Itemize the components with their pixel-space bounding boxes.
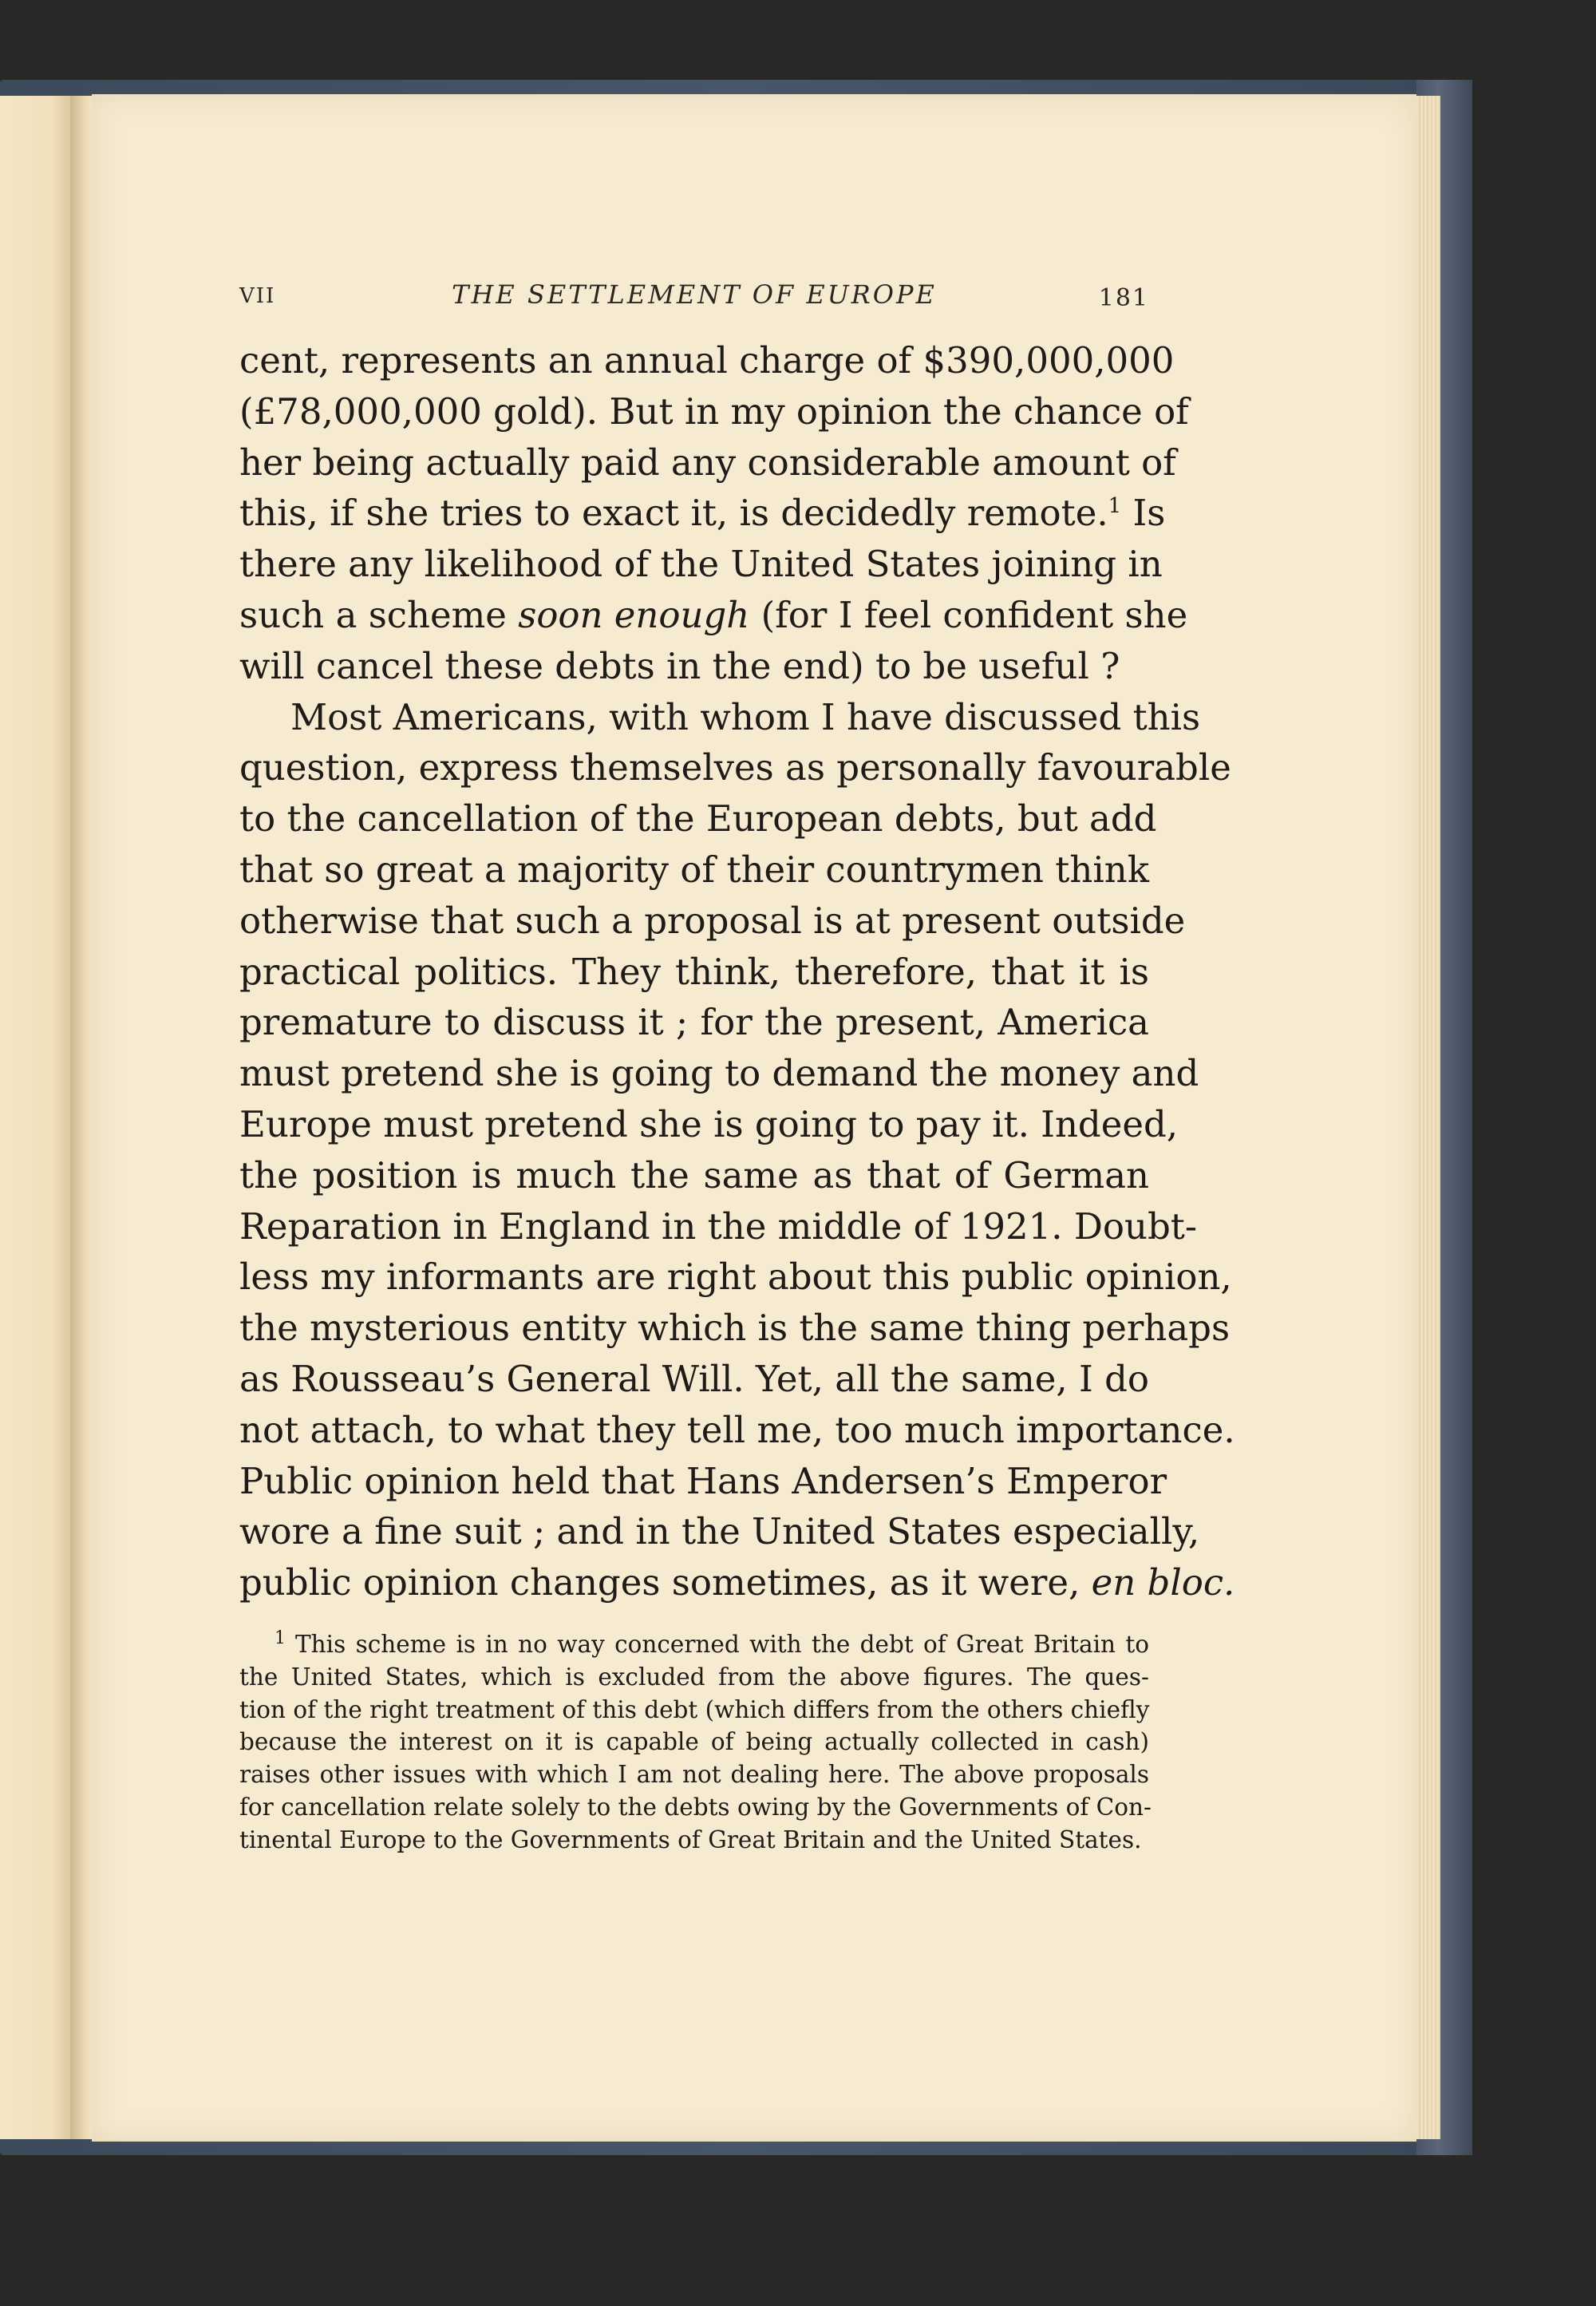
text-line: the position is much the same as that of German bbox=[239, 1153, 1149, 1197]
italic-phrase: en bloc. bbox=[1091, 1561, 1235, 1604]
text-run: Is bbox=[1132, 492, 1166, 535]
footnote-line: the United States, which is excluded from the above figures. The ques- bbox=[239, 1663, 1149, 1691]
text-line: that so great a majority of their countrymen think bbox=[239, 848, 1149, 891]
chapter-number: VII bbox=[239, 284, 276, 308]
text-line: Public opinion held that Hans Andersen’s Emperor bbox=[239, 1459, 1167, 1502]
footnote-marker: 1 bbox=[1108, 494, 1122, 519]
footnote-line: tinental Europe to the Governments of Great Britain and the United States. bbox=[239, 1825, 1142, 1853]
text-line: premature to discuss it ; for the present, America bbox=[239, 1001, 1149, 1044]
text-line: (£78,000,000 gold). But in my opinion the chance of bbox=[239, 390, 1189, 433]
text-run: (for I feel confident she bbox=[760, 593, 1188, 636]
text-line: there any likelihood of the United States joining in bbox=[239, 543, 1163, 586]
text-line: Europe must pretend she is going to pay it. Indeed, bbox=[239, 1102, 1179, 1145]
text-line bbox=[239, 488, 1166, 539]
text-line bbox=[239, 590, 1188, 641]
text-run: this, if she tries to exact it, is decidedly remote. bbox=[239, 492, 1108, 535]
text-line: wore a fine suit ; and in the United States especially, bbox=[239, 1510, 1200, 1553]
left-page bbox=[0, 96, 73, 2139]
text-line: to the cancellation of the European debts, but add bbox=[239, 797, 1157, 841]
text-line: cent, represents an annual charge of $390,000,000 bbox=[239, 339, 1175, 382]
footnote-line bbox=[239, 1628, 1149, 1661]
text-line: practical politics. They think, therefore, that it is bbox=[239, 950, 1149, 993]
text-line: the mysterious entity which is the same thing perhaps bbox=[239, 1307, 1231, 1350]
footnote-number: 1 bbox=[275, 1628, 286, 1649]
text-line: must pretend she is going to demand the money and bbox=[239, 1052, 1199, 1095]
text-line: question, express themselves as personally favourable bbox=[239, 746, 1231, 789]
footnote-line: for cancellation relate solely to the debts owing by the Governments of Con- bbox=[239, 1793, 1152, 1821]
page-number: 181 bbox=[1098, 284, 1149, 312]
text-run: such a scheme bbox=[239, 593, 507, 636]
text-run: This scheme is in no way concerned with the debt of Great Britain to bbox=[295, 1631, 1149, 1658]
footnote-line: because the interest on it is capable of being actually collected in cash) bbox=[239, 1728, 1149, 1756]
text-line: otherwise that such a proposal is at present outside bbox=[239, 899, 1186, 942]
text-line: not attach, to what they tell me, too much importance. bbox=[239, 1408, 1235, 1451]
text-line bbox=[239, 1557, 1235, 1608]
text-line: will cancel these debts in the end) to be useful ? bbox=[239, 644, 1120, 687]
gutter bbox=[70, 96, 94, 2139]
body-text bbox=[239, 335, 1235, 1608]
footnote-line: tion of the right treatment of this debt (which differs from the others chiefly bbox=[239, 1695, 1150, 1723]
running-head bbox=[239, 279, 1149, 319]
running-title: THE SETTLEMENT OF EUROPE bbox=[452, 279, 937, 310]
text-line: Reparation in England in the middle of 1921. Doubt- bbox=[239, 1204, 1198, 1248]
footnote-line: raises other issues with which I am not dealing here. The above proposals bbox=[239, 1761, 1149, 1789]
text-line: her being actually paid any considerable amount of bbox=[239, 441, 1176, 484]
text-line: less my informants are right about this public opinion, bbox=[239, 1256, 1232, 1299]
footnote bbox=[239, 1628, 1152, 1857]
italic-phrase: soon enough bbox=[518, 593, 750, 636]
text-run: public opinion changes sometimes, as it were, bbox=[239, 1561, 1080, 1604]
text-line: as Rousseau’s General Will. Yet, all the same, I do bbox=[239, 1357, 1149, 1400]
text-line: Most Americans, with whom I have discussed this bbox=[290, 695, 1201, 738]
